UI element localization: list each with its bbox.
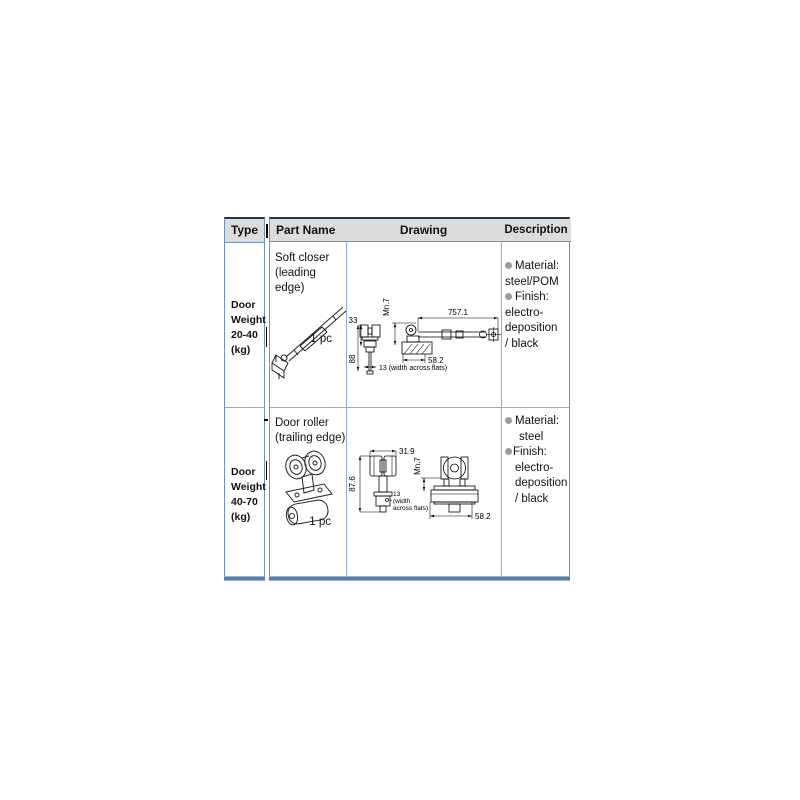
svg-text:(width: (width	[393, 498, 411, 505]
svg-text:Mn.7: Mn.7	[413, 457, 422, 475]
type-line: (kg)	[231, 344, 251, 356]
type-column	[224, 217, 265, 576]
type-line: Door	[231, 466, 256, 478]
material-value: steel/POM	[505, 275, 559, 288]
part-name-edge: (trailing edge)	[275, 432, 346, 444]
type-line: 40-70	[231, 496, 258, 508]
description-cell-row1	[501, 259, 575, 352]
header-cell-drawing: Drawing	[346, 219, 501, 242]
finish-label: Finish:	[515, 291, 549, 303]
svg-text:13: 13	[393, 491, 401, 498]
part-name: Door roller	[275, 417, 329, 429]
material-value: steel	[519, 430, 544, 443]
svg-text:Mn.7: Mn.7	[382, 298, 391, 316]
finish-value: deposition	[515, 477, 568, 489]
bullet-icon	[505, 293, 512, 300]
crop-artifact	[266, 461, 267, 480]
type-line: Door	[231, 299, 256, 311]
svg-text:58.2: 58.2	[475, 512, 491, 521]
soft-closer-isometric-drawing	[270, 289, 346, 385]
type-cell-row1	[225, 298, 264, 358]
material-label: Material:	[515, 260, 560, 272]
type-line: Weight	[231, 314, 266, 326]
table-bottom-band	[224, 576, 265, 581]
table-bottom-band	[269, 576, 570, 581]
door-roller-technical-drawing	[346, 408, 501, 580]
svg-text:757.1: 757.1	[447, 308, 469, 317]
bullet-icon	[505, 417, 512, 424]
svg-text:33: 33	[348, 316, 358, 325]
drawing-cell-row2	[346, 408, 501, 580]
svg-text:87.6: 87.6	[348, 476, 357, 492]
svg-text:13 (width across flats): 13 (width across flats)	[379, 365, 448, 372]
part-name: Soft closer	[275, 252, 330, 264]
finish-value: electro-	[515, 461, 554, 474]
material-label: Material:	[515, 415, 560, 427]
header-cell-part-name: Part Name	[270, 219, 346, 242]
type-cell-row2	[225, 465, 264, 525]
header-cell-type: Type	[225, 219, 264, 243]
bullet-icon	[505, 448, 512, 455]
finish-value: / black	[515, 492, 549, 505]
finish-label: Finish:	[513, 446, 547, 458]
finish-value: electro-	[505, 306, 544, 319]
bullet-icon	[505, 262, 512, 269]
part-name-cell-row2	[270, 408, 346, 580]
finish-value: deposition	[505, 322, 558, 334]
finish-value: / black	[505, 337, 539, 350]
header-cell-description: Description	[501, 219, 571, 242]
crop-artifact	[266, 224, 268, 238]
svg-text:across flats): across flats)	[393, 505, 429, 512]
description-cell-row2	[501, 414, 575, 507]
type-row-divider	[225, 407, 264, 408]
part-name-cell-row1	[270, 243, 346, 407]
quantity: 1 pc	[309, 516, 331, 528]
crop-artifact	[264, 419, 268, 421]
part-name-edge: (leading edge)	[275, 267, 316, 294]
svg-text:88: 88	[348, 354, 357, 364]
parts-table	[269, 217, 570, 576]
type-line: Weight	[231, 481, 266, 493]
svg-text:31.9: 31.9	[399, 447, 415, 456]
soft-closer-technical-drawing	[346, 243, 501, 407]
type-line: (kg)	[231, 511, 251, 523]
type-line: 20-40	[231, 329, 258, 341]
crop-artifact	[266, 327, 267, 347]
drawing-cell-row1	[346, 243, 501, 407]
quantity: 1 pc	[310, 333, 332, 345]
svg-text:58.2: 58.2	[428, 356, 444, 365]
